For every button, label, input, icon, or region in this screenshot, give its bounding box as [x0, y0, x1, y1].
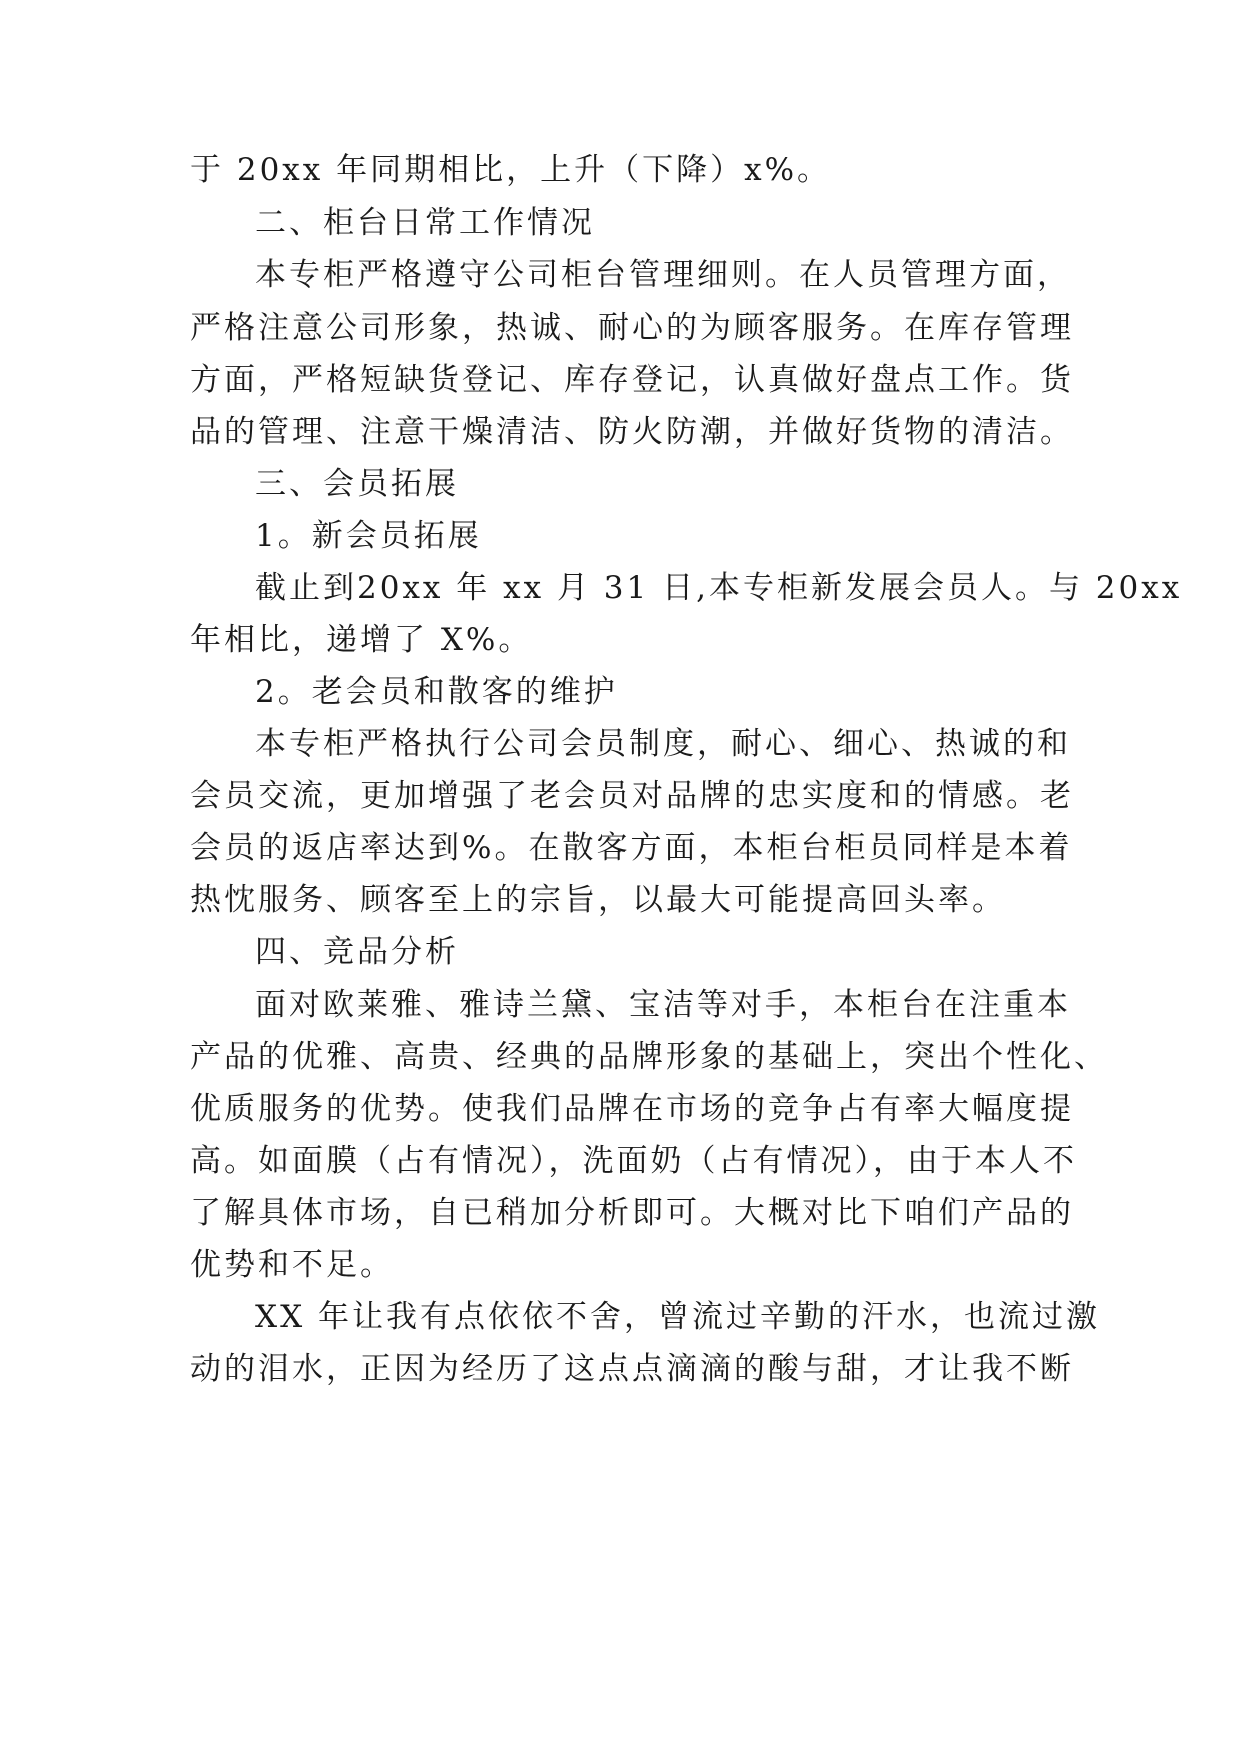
text-line: 面对欧莱雅、雅诗兰黛、宝洁等对手，本柜台在注重本 [255, 987, 1071, 1023]
section-heading: 三、会员拓展 [255, 466, 459, 502]
text-line: 产品的优雅、高贵、经典的品牌形象的基础上，突出个性化、 [190, 1039, 1108, 1075]
text-line: XX 年让我有点依依不舍，曾流过辛勤的汗水，也流过激 [255, 1299, 1100, 1335]
subsection-heading: 2。老会员和散客的维护 [255, 674, 618, 710]
text-line: 高。如面膜（占有情况），洗面奶（占有情况），由于本人不 [190, 1143, 1077, 1179]
text-line: 会员的返店率达到%。在散客方面，本柜台柜员同样是本着 [190, 830, 1073, 866]
subsection-heading: 1。新会员拓展 [255, 518, 482, 554]
text-line: 本专柜严格执行公司会员制度，耐心、细心、热诚的和 [255, 726, 1071, 762]
section-heading: 二、柜台日常工作情况 [255, 205, 595, 241]
text-line: 本专柜严格遵守公司柜台管理细则。在人员管理方面， [255, 257, 1071, 293]
text-line: 动的泪水，正因为经历了这点点滴滴的酸与甜，才让我不断 [190, 1351, 1074, 1387]
text-line: 于 20xx 年同期相比，上升（下降）x%。 [190, 152, 832, 188]
text-line: 热忱服务、顾客至上的宗旨，以最大可能提高回头率。 [190, 882, 1006, 918]
text-line: 品的管理、注意干燥清洁、防火防潮，并做好货物的清洁。 [190, 414, 1074, 450]
text-line: 严格注意公司形象，热诚、耐心的为顾客服务。在库存管理 [190, 310, 1074, 346]
text-line: 截止到20xx 年 xx 月 31 日,本专柜新发展会员人。与 20xx [255, 570, 1183, 606]
text-line: 年相比，递增了 X%。 [190, 622, 533, 658]
text-line: 优质服务的优势。使我们品牌在市场的竞争占有率大幅度提 [190, 1091, 1074, 1127]
section-heading: 四、竞品分析 [255, 934, 459, 970]
text-line: 会员交流，更加增强了老会员对品牌的忠实度和的情感。老 [190, 778, 1074, 814]
text-line: 优势和不足。 [190, 1247, 394, 1283]
text-line: 了解具体市场，自已稍加分析即可。大概对比下咱们产品的 [190, 1195, 1074, 1231]
text-line: 方面，严格短缺货登记、库存登记，认真做好盘点工作。货 [190, 362, 1074, 398]
